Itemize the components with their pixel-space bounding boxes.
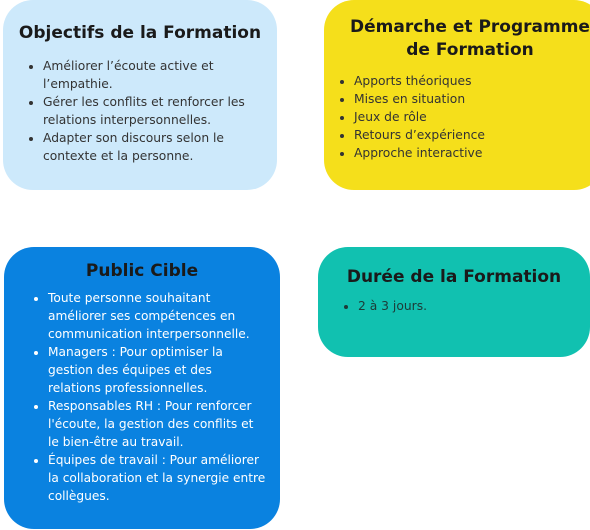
list-item: • Améliorer l’écoute active et l’empathie. (43, 57, 277, 93)
objectifs-card (3, 0, 277, 190)
list-item: • Retours d’expérience (354, 126, 590, 144)
list-item: • Approche interactive (354, 144, 590, 162)
list-item: • Managers : Pour optimiser la gestion des équipes et des relations professionnelles. (48, 343, 266, 397)
list-item: • Toute personne souhaitant améliorer ses compétences en communication interpersonnelle. (48, 289, 266, 343)
list-item: • Gérer les conflits et renforcer les relations interpersonnelles. (43, 93, 277, 129)
public-cible-title: Public Cible (85, 261, 199, 281)
public-cible-card (4, 247, 280, 529)
demarche-card (324, 0, 590, 190)
objectifs-title: Objectifs de la Formation (18, 23, 262, 43)
list-item: • 2 à 3 jours. (358, 297, 590, 315)
objectifs-list (3, 57, 277, 165)
list-item: • Responsables RH : Pour renforcer l'écoute, la gestion des conflits et le bien-être au travail. (48, 397, 266, 451)
list-item: • Apports théoriques (354, 72, 590, 90)
public-cible-list (4, 289, 280, 505)
demarche-list (324, 72, 590, 162)
duree-list (318, 297, 590, 315)
list-item: • Adapter son discours selon le contexte et la personne. (43, 129, 277, 165)
duree-card (318, 247, 590, 357)
duree-title: Durée de la Formation (346, 267, 562, 287)
demarche-title: Démarche et Programme de Formation (350, 17, 590, 60)
list-item: • Équipes de travail : Pour améliorer la collaboration et la synergie entre collègues. (48, 451, 266, 505)
list-item: • Mises en situation (354, 90, 590, 108)
list-item: • Jeux de rôle (354, 108, 590, 126)
